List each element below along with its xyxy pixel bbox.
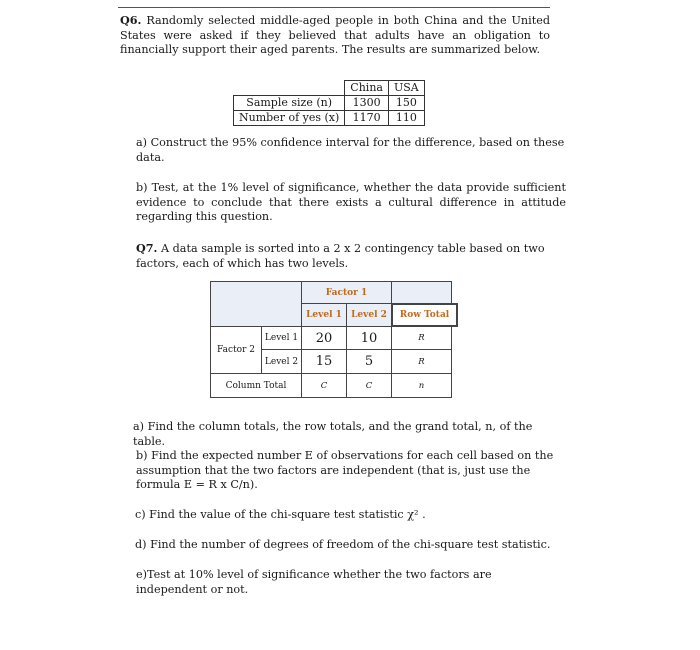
q7-part-c: c) Find the value of the chi-square test statistic χ² . — [135, 508, 426, 521]
row-level1: Level 1 — [261, 326, 302, 350]
q6-part-b: b) Test, at the 1% level of significance, whether the data provide sufficient evidence to conclude that there exists a cultural difference in attitude regarding this question. — [136, 181, 566, 224]
q7-part-d: d) Find the number of degrees of freedom of the chi-square test statistic. — [135, 538, 551, 551]
q7-part-a: a) Find the column totals, the row totals, and the grand total, n, of the table. — [133, 420, 533, 448]
cell-r1c2: 10 — [346, 326, 392, 350]
q6-cell: 1300 — [345, 96, 389, 111]
top-rule — [118, 7, 550, 8]
q6-part-a: a) Construct the 95% confidence interval for the difference, based on these data. — [136, 136, 565, 164]
q6-header-china: China — [345, 81, 389, 96]
col-level2: Level 2 — [346, 303, 392, 327]
q6-row-label: Number of yes (x) — [234, 111, 345, 126]
q7-text: A data sample is sorted into a 2 x 2 contingency table based on two factors, each of which has two levels. — [136, 242, 545, 270]
column-total-label: Column Total — [210, 373, 302, 398]
q6-cell: 1170 — [345, 111, 389, 126]
q6-table-corner — [234, 81, 345, 96]
q6-prompt — [120, 13, 550, 58]
factor1-header: Factor 1 — [301, 281, 392, 304]
q7-part-e: e)Test at 10% level of significance whether the two factors are independent or not. — [136, 568, 492, 596]
q6-cell: 110 — [388, 111, 424, 126]
q7-label: Q7. — [136, 241, 158, 255]
contingency-table — [210, 281, 452, 401]
row-level2: Level 2 — [261, 349, 302, 374]
col-level1: Level 1 — [301, 303, 347, 327]
cell-r2c2: 5 — [346, 349, 392, 374]
q6-cell: 150 — [388, 96, 424, 111]
factor2-label: Factor 2 — [210, 326, 262, 374]
col1-total: C — [301, 373, 347, 398]
q6-header-usa: USA — [388, 81, 424, 96]
row-total-header: Row Total — [391, 303, 458, 327]
cell-r2c1: 15 — [301, 349, 347, 374]
table-corner — [210, 281, 302, 327]
q6-table — [233, 80, 425, 126]
grand-total: n — [391, 373, 452, 398]
q6-text: Randomly selected middle-aged people in both China and the United States were asked if they believed that adults have an obligation to financially support their aged parents. The results are summarized below. — [120, 14, 550, 57]
header-blank — [391, 281, 452, 304]
q6-row-label: Sample size (n) — [234, 96, 345, 111]
q6-label: Q6. — [120, 13, 142, 27]
q7-part-b: b) Find the expected number E of observations for each cell based on the assumption that the two factors are independent (that is, just use the formula E = R x C/n). — [136, 449, 554, 492]
q7-prompt — [120, 241, 566, 271]
col2-total: C — [346, 373, 392, 398]
row1-total: R — [391, 326, 452, 350]
row2-total: R — [391, 349, 452, 374]
cell-r1c1: 20 — [301, 326, 347, 350]
